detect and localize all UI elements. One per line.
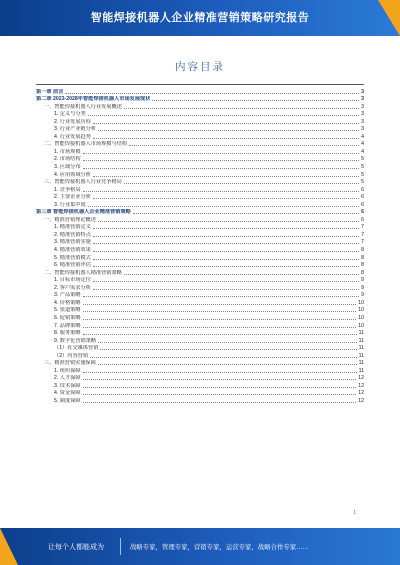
toc-leader-dots (83, 394, 357, 395)
table-of-contents (36, 87, 364, 404)
toc-entry-title: 6. 促销策略 (54, 314, 81, 321)
toc-leader-dots (133, 213, 359, 214)
toc-divider (36, 84, 364, 85)
toc-entry-title: 2. 主要企业分析 (54, 194, 91, 201)
toc-entry[interactable] (36, 125, 364, 133)
toc-entry[interactable] (36, 238, 364, 246)
toc-entry[interactable] (36, 215, 364, 223)
toc-entry[interactable] (36, 389, 364, 397)
toc-entry-page: 5 (361, 179, 364, 186)
toc-entry-page: 3 (361, 88, 364, 95)
toc-leader-dots (93, 259, 359, 260)
toc-entry-page: 9 (361, 277, 364, 284)
toc-leader-dots (65, 93, 359, 94)
toc-entry[interactable] (36, 344, 364, 352)
toc-entry-title: 三、精准营销实施保障 (44, 360, 96, 367)
toc-leader-dots (93, 138, 359, 139)
toc-entry-page: 11 (358, 352, 364, 359)
toc-leader-dots (83, 387, 357, 388)
toc-entry-title: 一、精准营销理论概述 (44, 216, 96, 223)
toc-leader-dots (90, 357, 357, 358)
toc-entry-title: 2. 精准营销特点 (54, 231, 91, 238)
footer-slogan: 让每个人都能成为 (48, 544, 104, 551)
footer-tagline: 战略专家，管理专家，营销专家，运营专家，战略合作专家…… (130, 544, 309, 551)
toc-entry-page: 5 (361, 156, 364, 163)
toc-entry-title: 1. 组织保障 (54, 367, 81, 374)
toc-entry-page: 9 (361, 292, 364, 299)
toc-leader-dots (88, 115, 359, 116)
toc-entry[interactable] (36, 110, 364, 118)
toc-leader-dots (83, 334, 357, 335)
page-number: 1 (353, 510, 356, 516)
toc-entry[interactable] (36, 140, 364, 148)
toc-leader-dots (93, 176, 359, 177)
toc-leader-dots (98, 364, 357, 365)
toc-entry[interactable] (36, 230, 364, 238)
toc-entry-page: 4 (361, 133, 364, 140)
toc-entry[interactable] (36, 374, 364, 382)
toc-leader-dots (93, 123, 359, 124)
toc-entry-title: 3. 技术保障 (54, 382, 81, 389)
toc-entry-page: 6 (361, 201, 364, 208)
toc-entry-title: 8. 服务策略 (54, 330, 81, 337)
toc-entry-page: 4 (361, 141, 364, 148)
toc-entry-page: 7 (361, 231, 364, 238)
toc-entry-title: 二、智能焊接机器人市场规模与结构 (44, 141, 128, 148)
toc-entry-page: 8 (361, 247, 364, 254)
toc-entry[interactable] (36, 102, 364, 110)
toc-entry-title: 2. 市场结构 (54, 156, 81, 163)
toc-entry[interactable] (36, 178, 364, 186)
toc-entry-page: 10 (358, 307, 364, 314)
toc-leader-dots (83, 311, 357, 312)
toc-leader-dots (93, 281, 359, 282)
toc-entry-title: 1. 精准营销定义 (54, 224, 91, 231)
toc-entry[interactable] (36, 253, 364, 261)
toc-entry[interactable] (36, 351, 364, 359)
toc-entry-title: 3. 区域分布 (54, 164, 81, 171)
toc-entry-page: 8 (361, 262, 364, 269)
toc-entry-title: 1. 市场规模 (54, 148, 81, 155)
toc-entry-title: 2. 客户需求分析 (54, 284, 91, 291)
toc-entry-title: 1. 竞争格局 (54, 186, 81, 193)
toc-entry[interactable] (36, 223, 364, 231)
toc-entry[interactable] (36, 396, 364, 404)
toc-leader-dots (88, 206, 359, 207)
document-title: 智能焊接机器人企业精准营销策略研究报告 (90, 12, 310, 24)
toc-entry-page: 3 (361, 96, 364, 103)
toc-entry-page: 3 (361, 111, 364, 118)
toc-leader-dots (98, 342, 357, 343)
toc-leader-dots (83, 153, 360, 154)
toc-entry-title: 4. 价格策略 (54, 299, 81, 306)
toc-entry[interactable] (36, 313, 364, 321)
toc-entry[interactable] (36, 306, 364, 314)
toc-entry-page: 3 (361, 103, 364, 110)
toc-entry[interactable] (36, 321, 364, 329)
toc-leader-dots (83, 372, 357, 373)
toc-entry-page: 8 (361, 254, 364, 261)
toc-leader-dots (83, 327, 357, 328)
toc-entry-page: 5 (361, 171, 364, 178)
toc-leader-dots (93, 228, 359, 229)
toc-leader-dots (152, 100, 359, 101)
toc-entry-page: 12 (358, 397, 364, 404)
toc-entry-title: 一、智能焊接机器人行业发展概述 (44, 103, 122, 110)
toc-entry[interactable] (36, 132, 364, 140)
toc-entry[interactable] (36, 268, 364, 276)
toc-entry-title: 第三章 智能焊接机器人企业精准营销策略 (36, 209, 131, 216)
footer-divider (120, 538, 121, 555)
toc-entry[interactable] (36, 261, 364, 269)
toc-entry-title: 5. 精准营销模式 (54, 254, 91, 261)
toc-entry-title: 5. 渠道策略 (54, 307, 81, 314)
toc-entry-title: 9. 数字化营销策略 (54, 337, 97, 344)
toc-entry[interactable] (36, 155, 364, 163)
toc-leader-dots (98, 221, 359, 222)
toc-entry[interactable] (36, 193, 364, 201)
toc-entry-title: 4. 行业发展趋势 (54, 133, 91, 140)
toc-leader-dots (83, 319, 357, 320)
toc-entry-title: 3. 行业产业链分析 (54, 126, 97, 133)
toc-leader-dots (83, 168, 360, 169)
toc-leader-dots (124, 274, 359, 275)
toc-entry-page: 6 (361, 194, 364, 201)
toc-entry-title: 4. 资金保障 (54, 390, 81, 397)
toc-leader-dots (93, 236, 359, 237)
toc-entry[interactable] (36, 381, 364, 389)
toc-entry[interactable] (36, 95, 364, 103)
toc-entry[interactable] (36, 117, 364, 125)
toc-entry-page: 10 (358, 322, 364, 329)
toc-entry[interactable] (36, 336, 364, 344)
toc-leader-dots (100, 349, 356, 350)
toc-leader-dots (83, 191, 360, 192)
toc-entry-page: 11 (358, 345, 364, 352)
toc-entry-title: 4. 应用领域分析 (54, 171, 91, 178)
footer-corner-accent (0, 528, 18, 565)
toc-entry-title: 2. 人才保障 (54, 375, 81, 382)
toc-leader-dots (124, 183, 359, 184)
toc-entry-page: 10 (358, 299, 364, 306)
toc-leader-dots (129, 145, 359, 146)
toc-entry-page: 8 (361, 269, 364, 276)
toc-leader-dots (83, 296, 360, 297)
page-footer (0, 528, 400, 565)
toc-entry-title: （1）社交媒体营销 (54, 345, 99, 352)
toc-entry[interactable] (36, 329, 364, 337)
toc-leader-dots (93, 251, 359, 252)
toc-entry-page: 12 (358, 375, 364, 382)
toc-leader-dots (93, 289, 359, 290)
toc-entry-title: 第一章 前言 (36, 88, 64, 95)
toc-entry-page: 7 (361, 239, 364, 246)
toc-entry-title: 二、智能焊接机器人精准营销策略 (44, 269, 122, 276)
toc-entry[interactable] (36, 283, 364, 291)
toc-entry-title: 2. 行业发展历程 (54, 118, 91, 125)
toc-entry[interactable] (36, 298, 364, 306)
toc-leader-dots (83, 304, 357, 305)
toc-entry-page: 6 (361, 216, 364, 223)
toc-leader-dots (93, 243, 359, 244)
toc-entry-page: 6 (361, 186, 364, 193)
toc-entry[interactable] (36, 200, 364, 208)
toc-entry-title: 1. 定义与分类 (54, 111, 86, 118)
toc-entry[interactable] (36, 276, 364, 284)
toc-entry-page: 7 (361, 224, 364, 231)
toc-entry[interactable] (36, 291, 364, 299)
toc-entry[interactable] (36, 245, 364, 253)
toc-entry-title: 三、智能焊接机器人行业竞争格局 (44, 179, 122, 186)
toc-entry-title: 7. 品牌策略 (54, 322, 81, 329)
toc-entry-page: 11 (358, 330, 364, 337)
toc-entry[interactable] (36, 185, 364, 193)
toc-entry[interactable] (36, 170, 364, 178)
toc-entry-page: 12 (358, 382, 364, 389)
toc-leader-dots (83, 160, 360, 161)
toc-entry-title: 4. 精准营销效果 (54, 247, 91, 254)
toc-entry-page: 12 (358, 390, 364, 397)
toc-entry-page: 10 (358, 314, 364, 321)
toc-entry-page: 5 (361, 164, 364, 171)
toc-entry-page: 6 (361, 209, 364, 216)
toc-entry-title: 3. 产品策略 (54, 292, 81, 299)
toc-entry-page: 11 (358, 360, 364, 367)
toc-leader-dots (83, 379, 357, 380)
toc-entry[interactable] (36, 87, 364, 95)
toc-entry-page: 3 (361, 126, 364, 133)
toc-leader-dots (124, 108, 359, 109)
toc-entry-page: 11 (358, 367, 364, 374)
toc-entry-title: （2）内容营销 (54, 352, 89, 359)
toc-entry-title: 3. 行业集中度 (54, 201, 86, 208)
page-header (0, 0, 400, 36)
toc-entry-page: 3 (361, 118, 364, 125)
toc-leader-dots (83, 402, 357, 403)
toc-leader-dots (98, 130, 359, 131)
toc-entry-title: 6. 精准营销评估 (54, 262, 91, 269)
toc-entry-title: 1. 目标市场定位 (54, 277, 91, 284)
toc-title: 内容目录 (175, 61, 225, 73)
toc-entry-title: 5. 制度保障 (54, 397, 81, 404)
header-corner-accent (378, 0, 400, 36)
toc-entry[interactable] (36, 147, 364, 155)
toc-entry-page: 4 (361, 148, 364, 155)
toc-entry-page: 9 (361, 284, 364, 291)
toc-entry[interactable] (36, 366, 364, 374)
toc-entry-title: 第二章 2023-2028年智能焊接机器人市场发展现状 (36, 96, 151, 103)
toc-entry[interactable] (36, 162, 364, 170)
toc-entry[interactable] (36, 208, 364, 216)
toc-entry-title: 3. 精准营销实施 (54, 239, 91, 246)
toc-entry-page: 11 (358, 337, 364, 344)
toc-entry[interactable] (36, 359, 364, 367)
toc-leader-dots (93, 198, 359, 199)
toc-leader-dots (93, 266, 359, 267)
